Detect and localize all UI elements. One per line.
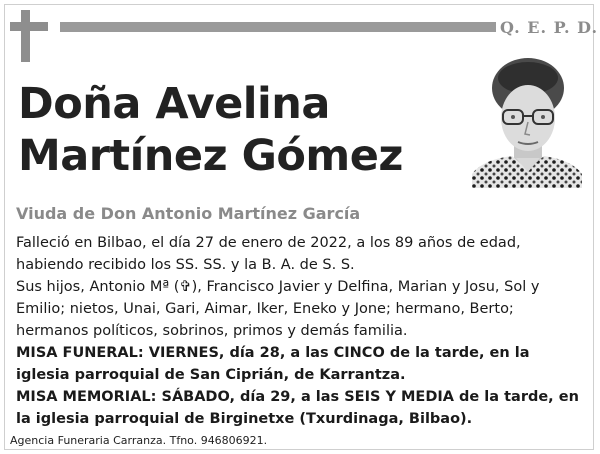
death-announcement: Falleció en Bilbao, el día 27 de enero de 2022, a los 89 años de edad, habiendo recibido los SS. SS. y la B. A. de S. S. [16,235,521,273]
deceased-name-line-1: Doña Avelina [18,79,330,129]
notice-body [16,232,588,430]
portrait-photo [472,56,582,188]
widow-of-line: Viuda de Don Antonio Martínez García [16,204,361,223]
memorial-mass-info: MISA MEMORIAL: SÁBADO, día 29, a las SEIS Y MEDIA de la tarde, en la iglesia parroquial de Birginetxe (Txurdinaga, Bilbao). [16,389,579,427]
deceased-name-line-2: Martínez Gómez [18,131,403,181]
cross-icon-vertical [21,10,30,62]
cross-icon-horizontal [10,22,48,31]
deceased-name [18,78,403,182]
funeral-mass-info: MISA FUNERAL: VIERNES, día 28, a las CINCO de la tarde, en la iglesia parroquial de San Ciprián, de Karrantza. [16,345,530,383]
family-list: Sus hijos, Antonio Mª (✞), Francisco Javier y Delfina, Marian y Josu, Sol y Emilio; nietos, Unai, Gari, Aimar, Iker, Eneko y Jone; hermano, Berto; hermanos políticos, sobrinos, primos y demás familia. [16,279,540,339]
header-rule [60,22,496,32]
portrait-image [472,56,582,188]
qepd-label: Q. E. P. D. [500,18,599,37]
funeral-agency-footer: Agencia Funeraria Carranza. Tfno. 946806921. [10,434,268,447]
